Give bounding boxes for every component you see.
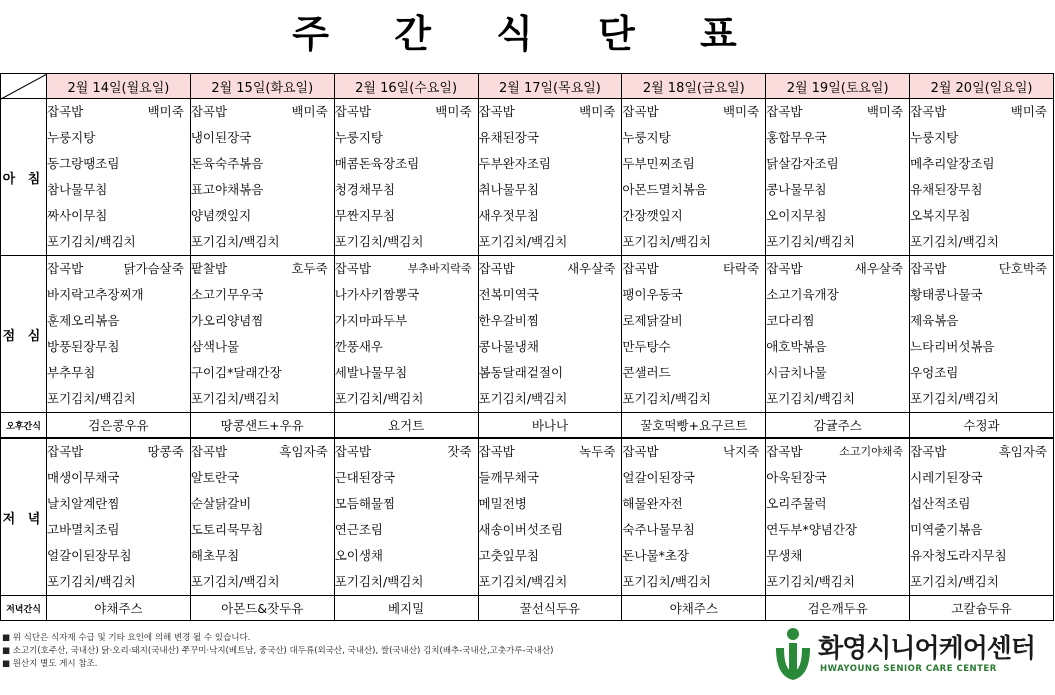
rice-porridge-line	[47, 99, 190, 125]
porridge-item: 부추바지락죽	[407, 262, 472, 275]
menu-item: 훈제오리볶음	[47, 313, 120, 328]
rice-item: 잡곡밥	[766, 104, 803, 119]
menu-item: 포기김치/백김치	[334, 391, 424, 406]
menu-item: 포기김치/백김치	[334, 234, 424, 249]
menu-item: 나가사키짬뽕국	[334, 287, 420, 302]
snack_pm-cell: 감귤주스	[766, 413, 910, 439]
porridge-item: 백미죽	[435, 104, 472, 119]
center-logo	[770, 626, 1045, 690]
snack_evening-cell: 검은깨두유	[766, 596, 910, 621]
menu-item: 유채된장무침	[910, 182, 983, 197]
menu-item: 도토리묵무침	[190, 522, 264, 537]
porridge-item: 흑임자죽	[998, 444, 1047, 459]
menu-item: 바지락고추장찌개	[47, 287, 144, 302]
snack_pm-label: 오후간식	[1, 413, 47, 439]
logo-subtitle: HWAYOUNG SENIOR CARE CENTER	[820, 664, 997, 674]
rice-item: 팥찰밥	[190, 261, 228, 276]
menu-item: 만두탕수	[622, 339, 671, 354]
rice-item: 잡곡밥	[47, 261, 84, 276]
day-header: 2월 14일(월요일)	[47, 74, 191, 99]
menu-item: 방풍된장무침	[47, 339, 120, 354]
rice-item: 잡곡밥	[622, 104, 659, 119]
snack_evening-cell: 고칼슘두유	[910, 596, 1054, 621]
menu-item: 시금치나물	[766, 365, 827, 380]
porridge-item: 호두죽	[291, 261, 328, 276]
rice-porridge-line	[910, 439, 1053, 465]
menu-item: 가지마파두부	[334, 313, 408, 328]
porridge-item: 흑임자죽	[279, 444, 328, 459]
rice-porridge-line	[335, 256, 478, 282]
menu-item: 새송이버섯조림	[478, 522, 564, 537]
menu-item: 무짠지무침	[334, 208, 396, 223]
menu-item: 연두부*양념간장	[766, 522, 857, 537]
menu-item: 오리주물럭	[766, 496, 827, 511]
menu-item: 포기김치/백김치	[47, 574, 136, 589]
porridge-item: 낙지죽	[722, 444, 760, 459]
weekly-menu-table	[0, 73, 1054, 621]
menu-item: 양념깻잎지	[190, 208, 252, 223]
day-header: 2월 20일(일요일)	[910, 74, 1054, 99]
menu-item: 해초무침	[190, 548, 240, 563]
rice-porridge-line	[479, 99, 622, 125]
porridge-item: 단호박죽	[998, 261, 1047, 276]
menu-item: 유채된장국	[478, 130, 539, 145]
rice-item: 잡곡밥	[478, 444, 515, 459]
menu-item: 오복지무침	[910, 208, 971, 223]
menu-item: 누룽지탕	[47, 130, 96, 145]
menu-item: 코다리찜	[766, 313, 815, 328]
rice-porridge-line	[47, 439, 190, 465]
day-header: 2월 17일(목요일)	[478, 74, 622, 99]
menu-item: 메추리알장조림	[910, 156, 995, 171]
rice-porridge-line	[47, 256, 190, 282]
menu-item: 근대된장국	[334, 470, 396, 485]
menu-item: 포기김치/백김치	[334, 574, 424, 589]
snack_evening-cell: 야채주스	[622, 596, 766, 621]
day-header: 2월 15일(화요일)	[190, 74, 334, 99]
rice-item: 잡곡밥	[622, 444, 659, 459]
logo-icon	[770, 626, 816, 684]
dinner-cell	[766, 438, 910, 596]
day-header: 2월 18일(금요일)	[622, 74, 766, 99]
rice-item: 잡곡밥	[334, 104, 371, 119]
porridge-item: 백미죽	[722, 104, 760, 119]
menu-item: 포기김치/백김치	[47, 391, 136, 406]
menu-item: 섭산적조림	[910, 496, 971, 511]
menu-item: 포기김치/백김치	[190, 574, 280, 589]
rice-porridge-line	[766, 256, 909, 282]
menu-item: 전복미역국	[478, 287, 539, 302]
menu-item: 포기김치/백김치	[766, 391, 855, 406]
dinner-cell	[47, 438, 191, 596]
menu-item: 소고기육개장	[766, 287, 839, 302]
rice-porridge-line	[335, 439, 478, 465]
rice-porridge-line	[479, 256, 622, 282]
rice-porridge-line	[335, 99, 478, 125]
footer-notes	[2, 632, 554, 671]
menu-item: 깐풍새우	[334, 339, 383, 354]
menu-item: 포기김치/백김치	[766, 234, 855, 249]
rice-item: 잡곡밥	[910, 104, 947, 119]
menu-item: 닭살감자조림	[766, 156, 839, 171]
menu-item: 순살닭갈비	[190, 496, 252, 511]
breakfast-cell	[622, 99, 766, 256]
rice-item: 잡곡밥	[910, 261, 947, 276]
rice-porridge-line	[910, 256, 1053, 282]
menu-item: 포기김치/백김치	[910, 574, 999, 589]
lunch-cell	[478, 256, 622, 413]
menu-item: 돈육숙주볶음	[190, 156, 264, 171]
breakfast-cell	[478, 99, 622, 256]
menu-item: 매콤돈육장조림	[334, 156, 420, 171]
porridge-item: 백미죽	[579, 104, 616, 119]
rice-porridge-line	[479, 439, 622, 465]
menu-item: 오이생채	[334, 548, 383, 563]
menu-item: 포기김치/백김치	[190, 234, 280, 249]
menu-item: 들깨무채국	[478, 470, 539, 485]
snack_evening-cell: 아몬드&잣두유	[190, 596, 334, 621]
porridge-item: 닭가슴살죽	[123, 261, 184, 276]
breakfast-cell	[334, 99, 478, 256]
menu-item: 참나물무침	[47, 182, 108, 197]
menu-item: 포기김치/백김치	[910, 391, 999, 406]
snack_pm-cell: 꿀호떡빵+요구르트	[622, 413, 766, 439]
rice-item: 잡곡밥	[190, 104, 228, 119]
breakfast-cell	[910, 99, 1054, 256]
menu-item: 콩나물무침	[766, 182, 827, 197]
note-line: ■ 위 식단은 식자재 수급 및 기타 요인에 의해 변경 될 수 있습니다.	[2, 633, 251, 643]
snack_evening-label: 저녁간식	[1, 596, 47, 621]
menu-item: 삼색나물	[190, 339, 240, 354]
menu-item: 유자청도라지무침	[910, 548, 1007, 563]
breakfast-label: 아 침	[1, 99, 47, 256]
menu-item: 간장깻잎지	[622, 208, 683, 223]
rice-item: 잡곡밥	[910, 444, 947, 459]
rice-item: 잡곡밥	[47, 444, 84, 459]
breakfast-cell	[47, 99, 191, 256]
menu-item: 느타리버섯볶음	[910, 339, 995, 354]
rice-porridge-line	[622, 439, 765, 465]
menu-item: 홍합무우국	[766, 130, 827, 145]
breakfast-cell	[190, 99, 334, 256]
lunch-cell	[910, 256, 1054, 413]
lunch-cell	[766, 256, 910, 413]
menu-item: 포기김치/백김치	[478, 234, 568, 249]
menu-item: 아욱된장국	[766, 470, 827, 485]
menu-item: 누룽지탕	[334, 130, 383, 145]
rice-item: 잡곡밥	[47, 104, 84, 119]
menu-item: 우엉조림	[910, 365, 959, 380]
menu-item: 날치알계란찜	[47, 496, 120, 511]
menu-item: 구이김*달래간장	[190, 365, 282, 380]
rice-item: 잡곡밥	[622, 261, 659, 276]
menu-item: 고바멸치조림	[47, 522, 120, 537]
menu-item: 세발나물무침	[334, 365, 408, 380]
rice-porridge-line	[191, 99, 334, 125]
menu-item: 포기김치/백김치	[190, 391, 280, 406]
porridge-item: 소고기야채죽	[839, 445, 904, 458]
rice-item: 잡곡밥	[766, 444, 803, 459]
menu-item: 두부민찌조림	[622, 156, 695, 171]
rice-item: 잡곡밥	[478, 104, 515, 119]
menu-item: 팽이우동국	[622, 287, 683, 302]
menu-item: 고춧잎무침	[478, 548, 539, 563]
menu-item: 돈나물*초장	[622, 548, 690, 563]
menu-item: 아몬드멸치볶음	[622, 182, 707, 197]
menu-item: 무생채	[766, 548, 803, 563]
porridge-item: 녹두죽	[579, 444, 616, 459]
porridge-item: 새우살죽	[567, 261, 616, 276]
menu-item: 콘샐러드	[622, 365, 671, 380]
porridge-item: 백미죽	[291, 104, 328, 119]
lunch-cell	[190, 256, 334, 413]
porridge-item: 백미죽	[866, 104, 904, 119]
menu-item: 포기김치/백김치	[622, 574, 712, 589]
snack_evening-cell: 베지밀	[334, 596, 478, 621]
rice-porridge-line	[766, 99, 909, 125]
rice-porridge-line	[622, 99, 765, 125]
menu-item: 콩나물냉채	[478, 339, 539, 354]
menu-item: 해물완자전	[622, 496, 683, 511]
menu-item: 시레기된장국	[910, 470, 983, 485]
snack_pm-cell: 바나나	[478, 413, 622, 439]
lunch-cell	[47, 256, 191, 413]
menu-item: 표고야채볶음	[190, 182, 264, 197]
dinner-cell	[910, 438, 1054, 596]
menu-item: 한우갈비찜	[478, 313, 539, 328]
rice-porridge-line	[766, 439, 909, 465]
rice-item: 잡곡밥	[334, 444, 371, 459]
menu-item: 두부완자조림	[478, 156, 551, 171]
lunch-label: 점 심	[1, 256, 47, 413]
menu-item: 연근조림	[334, 522, 383, 537]
menu-item: 포기김치/백김치	[622, 234, 712, 249]
rice-item: 잡곡밥	[478, 261, 515, 276]
menu-item: 포기김치/백김치	[478, 574, 568, 589]
menu-item: 가오리양념찜	[190, 313, 264, 328]
breakfast-cell	[766, 99, 910, 256]
menu-item: 메밀전병	[478, 496, 527, 511]
day-header: 2월 19일(토요일)	[766, 74, 910, 99]
note-line: ■ 소고기(호주산, 국내산) 닭·오리·돼지(국내산) 쭈꾸미·낙지(베트남, 중국산) 대두류(외국산, 국내산), 쌀(국내산) 김치(배추-국내산,고춧가루-국내산)	[2, 646, 554, 656]
page-title: 주 간 식 단 표	[292, 12, 763, 56]
porridge-item: 땅콩죽	[147, 444, 184, 459]
menu-item: 숙주나물무침	[622, 522, 695, 537]
menu-item: 얼갈이된장국	[622, 470, 695, 485]
lunch-cell	[334, 256, 478, 413]
rice-porridge-line	[191, 256, 334, 282]
rice-porridge-line	[191, 439, 334, 465]
menu-item: 봄동달래겉절이	[478, 365, 564, 380]
menu-item: 새우젓무침	[478, 208, 539, 223]
menu-item: 매생이무채국	[47, 470, 120, 485]
snack_pm-cell: 요거트	[334, 413, 478, 439]
corner-cell	[1, 74, 47, 99]
note-line: ■ 원산지 별도 게시 참조.	[2, 659, 98, 669]
porridge-item: 타락죽	[722, 261, 760, 276]
menu-item: 취나물무침	[478, 182, 539, 197]
rice-item: 잡곡밥	[334, 261, 371, 276]
rice-item: 잡곡밥	[766, 261, 803, 276]
snack_evening-cell: 꿀선식두유	[478, 596, 622, 621]
menu-item: 포기김치/백김치	[47, 234, 136, 249]
menu-item: 소고기무우국	[190, 287, 264, 302]
rice-item: 잡곡밥	[190, 444, 228, 459]
dinner-cell	[478, 438, 622, 596]
menu-item: 포기김치/백김치	[622, 391, 712, 406]
menu-item: 청경채무침	[334, 182, 396, 197]
menu-item: 얼갈이된장무침	[47, 548, 132, 563]
menu-item: 냉이된장국	[190, 130, 252, 145]
porridge-item: 잣죽	[447, 444, 472, 459]
menu-item: 모듬해물찜	[334, 496, 396, 511]
menu-item: 포기김치/백김치	[478, 391, 568, 406]
snack_pm-cell: 수정과	[910, 413, 1054, 439]
menu-item: 황태콩나물국	[910, 287, 983, 302]
dinner-cell	[190, 438, 334, 596]
porridge-item: 백미죽	[1010, 104, 1047, 119]
menu-item: 부추무침	[47, 365, 96, 380]
menu-item: 포기김치/백김치	[910, 234, 999, 249]
snack_pm-cell: 검은콩우유	[47, 413, 191, 439]
menu-item: 알토란국	[190, 470, 240, 485]
menu-item: 미역줄기볶음	[910, 522, 983, 537]
logo-name: 화영시니어케어센터	[818, 634, 1036, 664]
snack_evening-cell: 야채주스	[47, 596, 191, 621]
dinner-label: 저 녁	[1, 438, 47, 596]
rice-porridge-line	[910, 99, 1053, 125]
menu-item: 애호박볶음	[766, 339, 827, 354]
corner-diagonal	[1, 74, 47, 100]
menu-item: 짜사이무침	[47, 208, 108, 223]
menu-item: 오이지무침	[766, 208, 827, 223]
rice-porridge-line	[622, 256, 765, 282]
porridge-item: 새우살죽	[854, 261, 904, 276]
menu-item: 제육볶음	[910, 313, 959, 328]
menu-item: 동그랑땡조림	[47, 156, 120, 171]
menu-item: 누룽지탕	[622, 130, 671, 145]
menu-item: 로제닭갈비	[622, 313, 683, 328]
day-header: 2월 16일(수요일)	[334, 74, 478, 99]
porridge-item: 백미죽	[147, 104, 184, 119]
snack_pm-cell: 땅콩샌드+우유	[190, 413, 334, 439]
lunch-cell	[622, 256, 766, 413]
menu-item: 누룽지탕	[910, 130, 959, 145]
menu-item: 포기김치/백김치	[766, 574, 855, 589]
dinner-cell	[334, 438, 478, 596]
dinner-cell	[622, 438, 766, 596]
